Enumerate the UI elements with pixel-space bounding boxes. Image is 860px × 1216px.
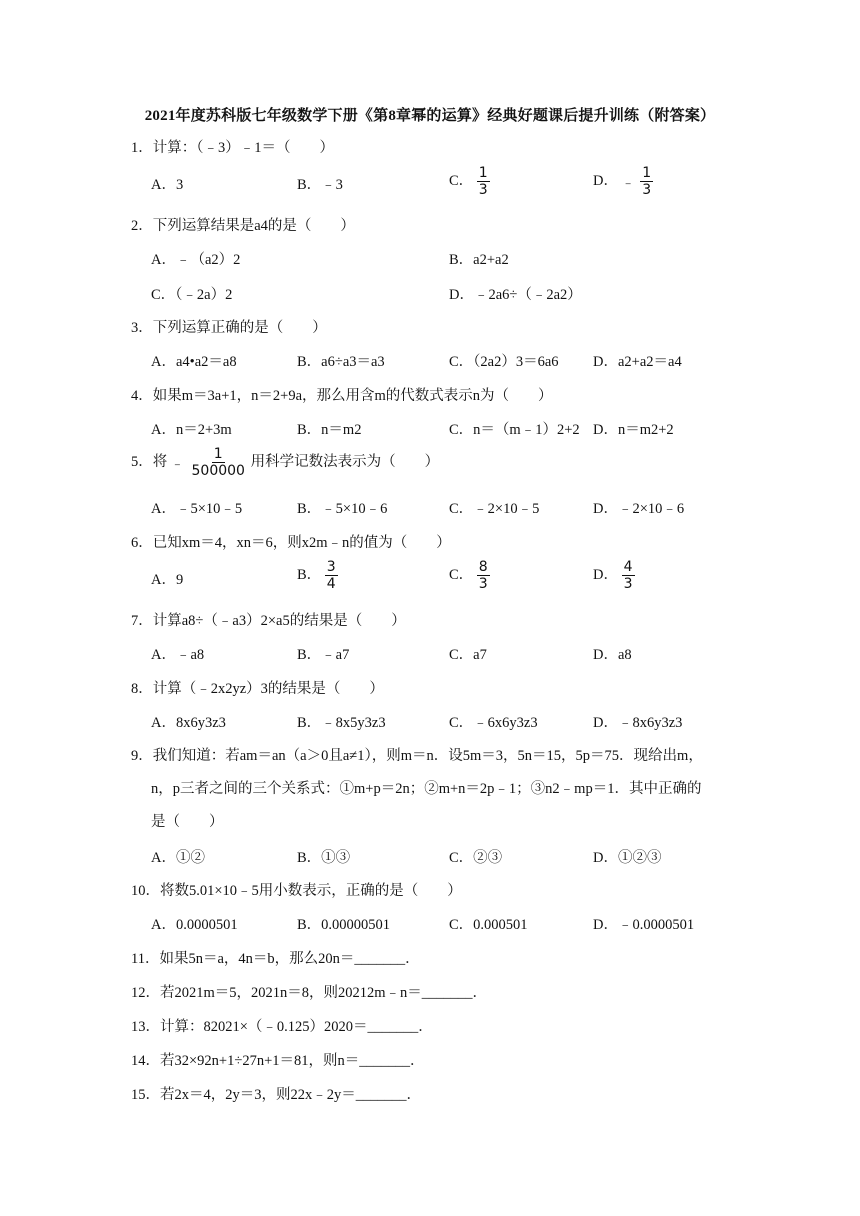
question-14-stem: 14．若32×92n+1÷27n+1＝81，则n＝_______． — [131, 1053, 425, 1069]
fraction-numerator: 1 — [213, 446, 223, 462]
question-7-stem: 7．计算a8÷（﹣a3）2×a5的结果是（ ） — [131, 613, 406, 629]
question-3-option-a: A．a4•a2＝a8 — [151, 354, 237, 370]
negative-sign: ﹣ — [170, 457, 184, 472]
question-9-option-d: D．①②③ — [593, 850, 662, 866]
stem-prefix: 5．将 — [131, 453, 168, 470]
question-7-option-b: B．﹣a7 — [297, 647, 350, 663]
option-label: D． — [593, 172, 618, 189]
question-2-stem: 2．下列运算结果是a4的是（ ） — [131, 218, 355, 234]
fraction-denominator: 4 — [326, 576, 336, 592]
question-6-option-c — [449, 559, 490, 592]
option-label: C． — [449, 172, 474, 189]
question-9-stem-line-2: n，p三者之间的三个关系式：①m+p＝2n；②m+n＝2p﹣1；③n2﹣mp＝1．其中正确的 — [151, 781, 702, 797]
question-6-stem: 6．已知xm＝4，xn＝6，则x2m﹣n的值为（ ） — [131, 535, 451, 551]
question-10-option-b: B．0.00000501 — [297, 917, 391, 933]
question-10-option-c: C．0.000501 — [449, 917, 528, 933]
question-2-option-d: D．﹣2a6÷（﹣2a2） — [449, 287, 582, 303]
question-1-option-b: B．﹣3 — [297, 177, 343, 193]
option-label: D． — [593, 566, 618, 583]
question-7-option-d: D．a8 — [593, 647, 632, 663]
fraction-numerator: 8 — [478, 559, 488, 575]
question-6-option-b — [297, 559, 338, 592]
fraction-numerator: 1 — [642, 165, 652, 181]
question-1-option-c — [449, 165, 490, 198]
fraction — [622, 559, 635, 592]
question-7-option-c: C．a7 — [449, 647, 487, 663]
question-4-option-a: A．n＝2+3m — [151, 422, 232, 438]
question-5-option-c: C．﹣2×10﹣5 — [449, 501, 540, 517]
question-10-stem: 10．将数5.01×10﹣5用小数表示，正确的是（ ） — [131, 883, 462, 899]
question-9-stem-line-3: 是（ ） — [151, 814, 224, 830]
question-1-option-d — [593, 165, 653, 198]
fraction-denominator: 3 — [623, 576, 633, 592]
fraction-denominator: 500000 — [191, 463, 245, 479]
question-4-stem: 4．如果m＝3a+1，n＝2+9a，那么用含m的代数式表示n为（ ） — [131, 388, 553, 404]
fraction-denominator: 3 — [478, 182, 488, 198]
negative-sign: ﹣ — [621, 176, 635, 191]
fraction-denominator: 3 — [642, 182, 652, 198]
question-1-stem: 1．计算：（﹣3）﹣1＝（ ） — [131, 140, 334, 156]
question-10-option-a: A．0.0000501 — [151, 917, 238, 933]
question-12-stem: 12．若2021m＝5，2021n＝8，则20212m﹣n＝_______． — [131, 985, 488, 1001]
question-8-option-a: A．8x6y3z3 — [151, 715, 226, 731]
question-5-stem — [131, 446, 439, 479]
stem-suffix: 用科学记数法表示为（ ） — [250, 453, 440, 470]
question-3-option-b: B．a6÷a3＝a3 — [297, 354, 385, 370]
question-8-option-d: D．﹣8x6y3z3 — [593, 715, 683, 731]
question-6-option-a: A．9 — [151, 572, 184, 588]
question-2-option-b: B．a2+a2 — [449, 252, 509, 268]
option-label: C． — [449, 566, 474, 583]
fraction — [190, 446, 247, 479]
question-9-stem-line-1: 9．我们知道：若am＝an（a＞0且a≠1），则m＝n．设5m＝3，5n＝15，5p＝75．现给出m， — [131, 748, 703, 764]
question-1-option-a: A．3 — [151, 177, 184, 193]
question-2-option-c: C．（﹣2a）2 — [151, 287, 233, 303]
question-9-option-b: B．①③ — [297, 850, 351, 866]
fraction — [640, 165, 653, 198]
question-15-stem: 15．若2x＝4，2y＝3，则22x﹣2y＝_______． — [131, 1087, 421, 1103]
question-13-stem: 13．计算：82021×（﹣0.125）2020＝_______． — [131, 1019, 433, 1035]
question-4-option-d: D．n＝m2+2 — [593, 422, 674, 438]
fraction — [325, 559, 338, 592]
question-3-option-c: C．（2a2）3＝6a6 — [449, 354, 559, 370]
question-9-option-c: C．②③ — [449, 850, 503, 866]
question-3-option-d: D．a2+a2＝a4 — [593, 354, 682, 370]
fraction-numerator: 3 — [326, 559, 336, 575]
question-2-option-a: A．﹣（a2）2 — [151, 252, 241, 268]
question-3-stem: 3．下列运算正确的是（ ） — [131, 320, 327, 336]
question-5-option-d: D．﹣2×10﹣6 — [593, 501, 685, 517]
fraction — [477, 559, 490, 592]
question-5-option-a: A．﹣5×10﹣5 — [151, 501, 243, 517]
fraction-numerator: 4 — [623, 559, 633, 575]
fraction-denominator: 3 — [478, 576, 488, 592]
question-10-option-d: D．﹣0.0000501 — [593, 917, 695, 933]
option-label: B． — [297, 566, 322, 583]
question-8-option-c: C．﹣6x6y3z3 — [449, 715, 538, 731]
question-4-option-b: B．n＝m2 — [297, 422, 362, 438]
fraction-numerator: 1 — [478, 165, 488, 181]
question-5-option-b: B．﹣5×10﹣6 — [297, 501, 388, 517]
page-title: 2021年度苏科版七年级数学下册《第8章幂的运算》经典好题课后提升训练（附答案） — [144, 108, 716, 124]
question-8-option-b: B．﹣8x5y3z3 — [297, 715, 386, 731]
question-6-option-d — [593, 559, 635, 592]
question-4-option-c: C．n＝（m﹣1）2+2 — [449, 422, 580, 438]
question-11-stem: 11．如果5n＝a，4n＝b，那么20n＝_______． — [131, 951, 420, 967]
question-8-stem: 8．计算（﹣2x2yz）3的结果是（ ） — [131, 681, 384, 697]
question-7-option-a: A．﹣a8 — [151, 647, 205, 663]
fraction — [477, 165, 490, 198]
question-9-option-a: A．①② — [151, 850, 205, 866]
